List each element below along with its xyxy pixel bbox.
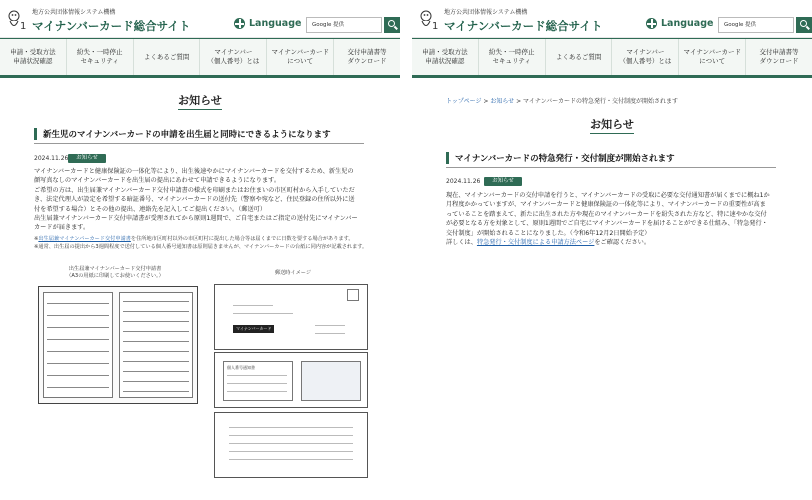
nav-card[interactable]: マイナンバーカード について [679,39,746,75]
nav-lost[interactable]: 紛失・一時停止 セキュリティ [67,39,134,75]
article-detail: 詳しくは、特急発行・交付制度による申請方法ページをご確認ください。 [446,239,651,246]
article-title: 新生児のマイナンバーカードの申請を出生届と同時にできるようになります [34,128,331,140]
search-button[interactable] [796,17,812,33]
article-note-2: ※通常、出生届の提出から3週間程度で送付している個人番号通知書は原則届きませんが、マイナンバーカードの台紙に同内容が記載されます。 [34,244,368,250]
global-nav [0,38,400,78]
svg-text:1: 1 [432,21,439,32]
article-date: 2024.11.26 [446,178,481,185]
breadcrumb: トップページ > お知らせ > マイナンバーカードの特急発行・交付制度が開始されます [446,98,679,105]
article-body: 現在、マイナンバーカードの交付申請を行うと、マイナンバーカードの受取に必要な交付通知書が届くまでに概ね1か 月程度かかっていますが、マイナンバーカードと健康保険証の一体化等により、マイナンバーカードの重要性が高ま っていることを踏まえて、新たに出生された方や現在のマイナンバーカードを紛失された方など、特に速やかな交付 が必要となる方を対象として、原則1週間でご自宅にマイナンバーカードを届けることができる仕組み、「特急発行・ 交付制度」が開始されることになりました。（令和6年12月2日開始予定） [446,192,770,237]
nav-faq[interactable]: よくあるご質問 [134,39,201,75]
org-name: 地方公共団体情報システム機構 [444,9,528,16]
category-badge: お知らせ [68,154,106,163]
notice-sheet-image [214,412,368,478]
global-nav [412,38,812,78]
left-page [0,0,400,500]
site-header [412,0,812,38]
nav-lost[interactable]: 紛失・一時停止 セキュリティ [479,39,546,75]
globe-icon [646,18,657,29]
nav-faq[interactable]: よくあるご質問 [546,39,613,75]
title-underline [178,109,222,110]
svg-text:1: 1 [20,21,27,32]
nav-card[interactable]: マイナンバーカード について [267,39,334,75]
form-caption: 出生届兼マイナンバーカード交付申請書 （A3の用紙に印刷してお使いください。） [66,266,164,279]
search-input[interactable] [306,17,382,33]
site-header [0,0,400,38]
globe-icon [234,18,245,29]
notice-card-title: 個人番号通知書 [227,365,255,370]
article-note: ※出生届兼マイナンバーカード交付申請書を住所地市区町村以外の市区町村に提出した場合等は届くまでに日数を要する場合があります。 [34,236,354,242]
envelope-label: マイナンバーカード [233,325,274,333]
notice-card-image [214,352,368,408]
org-name: 地方公共団体情報システム機構 [32,9,116,16]
language-label: Language [249,18,302,29]
panel-divider [402,0,410,500]
application-form-link[interactable]: 出生届兼マイナンバーカード交付申請書 [38,236,131,242]
nav-apply[interactable]: 申請・受取方法 申請状況確認 [0,39,67,75]
language-switch[interactable] [234,18,301,29]
breadcrumb-current: マイナンバーカードの特急発行・交付制度が開始されます [523,98,679,105]
category-badge: お知らせ [484,177,522,186]
article-date: 2024.11.26 [34,155,69,162]
site-title[interactable]: マイナンバーカード総合サイト [444,19,603,33]
mascot-logo-icon[interactable] [418,8,440,32]
title-rule [446,167,776,168]
search-input[interactable] [718,17,794,33]
article-title: マイナンバーカードの特急発行・交付制度が開始されます [446,152,675,164]
envelope-caption: 郵送時イメージ [274,270,312,276]
nav-mynumber[interactable]: マイナンバー （個人番号）とは [200,39,267,75]
express-issuance-link[interactable]: 特急発行・交付制度による申請方法ページ [476,239,595,246]
title-underline [590,133,634,134]
nav-mynumber[interactable]: マイナンバー （個人番号）とは [612,39,679,75]
nav-download[interactable]: 交付申請書等 ダウンロード [759,48,799,65]
envelope-image [214,284,368,350]
breadcrumb-news[interactable]: お知らせ [490,98,515,105]
language-switch[interactable] [646,18,713,29]
article-body: マイナンバーカードと健康保険証の一体化等により、出生後速やかにマイナンバーカードを交付するため、新生児の 顔写真なしのマイナンバーカードを出生届の提出にあわせて申請できるようになります。 ご希望の方は、出生届兼マイナンバーカード交付申請書の様式を印刷またはお住まいの市区町村から入手していただ き、法定代理人が設定を希望する暗証番号、マイナンバーカードの送付先（警察や宛など、住民登録の住所以外に送 付を希望する場合）とその他の提出、連絡先を記入してご提出ください。（郵送可） 出生届兼マイナンバーカード交付申請書が受理されてから原則1週間で、ご自宅またはご指定の送付先にマイナンバー カードが届きます。 [34,168,358,232]
right-page [412,0,812,500]
application-form-image [38,286,198,404]
search-button[interactable] [384,17,400,33]
site-title[interactable]: マイナンバーカード総合サイト [32,19,191,33]
page-title: お知らせ [590,118,634,131]
page-title: お知らせ [178,94,222,107]
title-rule [34,143,364,144]
search-placeholder: Google 提供 [724,22,757,28]
mascot-logo-icon[interactable] [6,8,28,32]
nav-apply[interactable]: 申請・受取方法 申請状況確認 [412,39,479,75]
language-label: Language [661,18,714,29]
nav-download[interactable]: 交付申請書等 ダウンロード [347,48,387,65]
breadcrumb-home[interactable]: トップページ [446,98,482,105]
search-placeholder: Google 提供 [312,22,345,28]
